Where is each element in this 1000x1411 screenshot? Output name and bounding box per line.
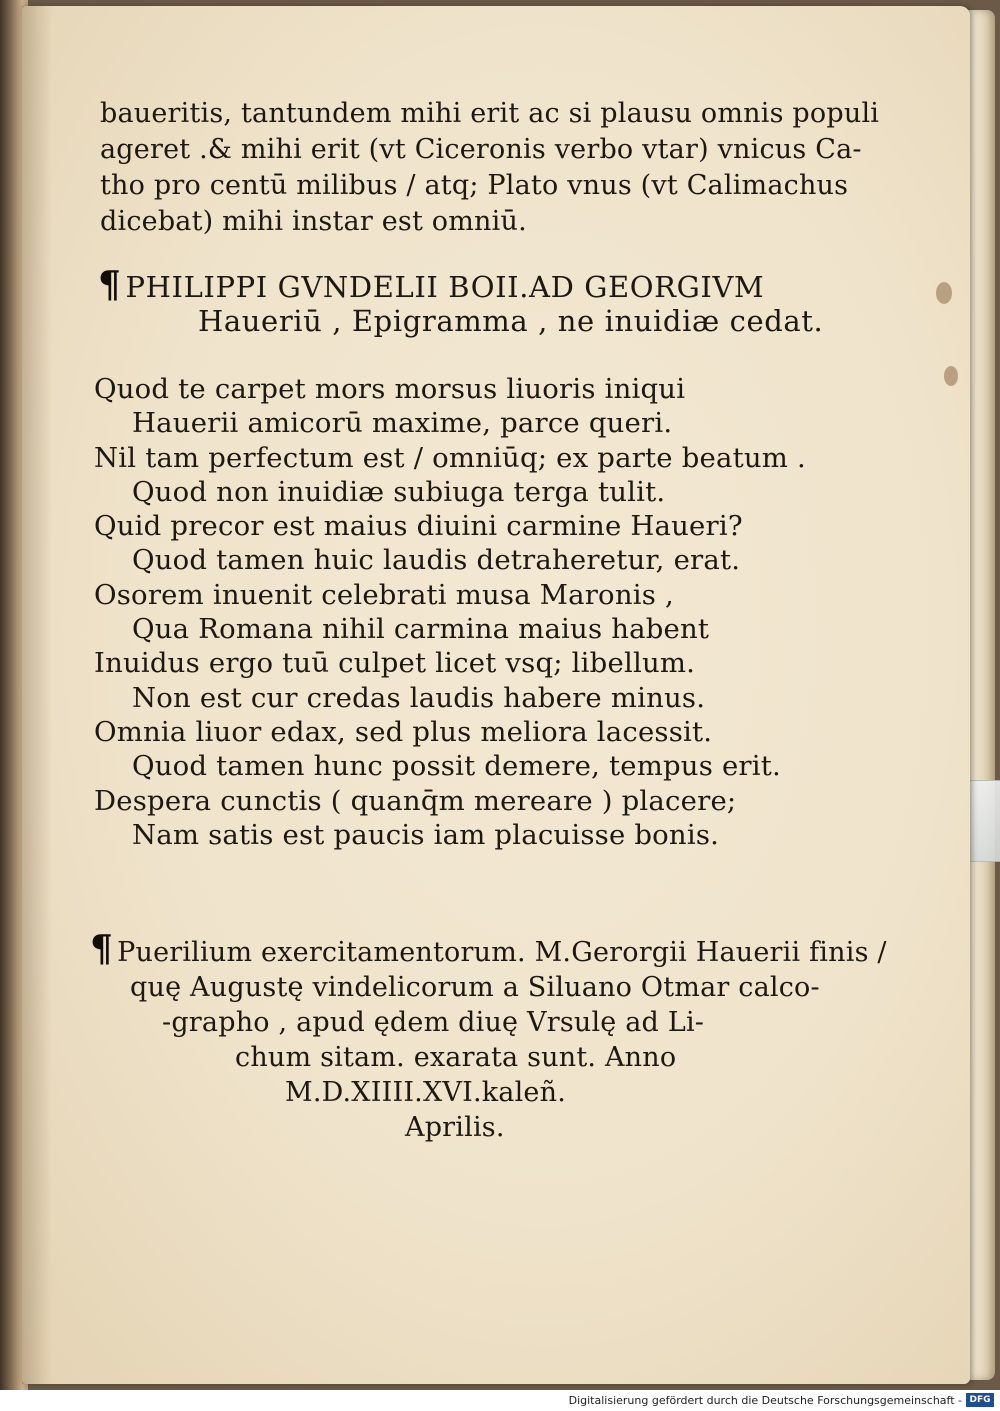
- foxing-spot: [936, 282, 952, 304]
- paragraph-mark-icon: ¶: [90, 928, 114, 970]
- verse-line: Omnia liuor edax, sed plus meliora lacessit.: [94, 715, 713, 748]
- verse-line: Despera cunctis ( quanq̄m mereare ) placere;: [94, 784, 737, 817]
- verse-line: Non est cur credas laudis habere minus.: [132, 681, 706, 714]
- verse-line: Inuidus ergo tuū culpet licet vsq; libellum.: [94, 647, 696, 680]
- colophon: [90, 928, 887, 1145]
- epigram-heading: [98, 264, 824, 338]
- prose-line: baueritis, tantundem mihi erit ac si plausu omnis populi: [100, 98, 880, 129]
- colophon-line: chum sitam. exarata sunt. Anno: [235, 1042, 677, 1073]
- verse-line: Nam satis est paucis iam placuisse bonis.: [132, 818, 720, 851]
- footer-bar: [0, 1390, 1000, 1411]
- colophon-line: -grapho , apud ędem diuę Vrsulę ad Li-: [162, 1007, 705, 1038]
- foxing-spot: [944, 366, 958, 386]
- colophon-line: Aprilis.: [405, 1112, 505, 1143]
- verse-line: Qua Romana nihil carmina maius habent: [132, 613, 710, 646]
- verse-line: Quid precor est maius diuini carmine Haueri?: [94, 510, 743, 543]
- epigram-verses: [94, 372, 806, 852]
- verse-line: Quod tamen huic laudis detraheretur, erat.: [132, 544, 741, 577]
- verse-line: Quod non inuidiæ subiuga terga tulit.: [132, 475, 666, 508]
- paragraph-mark-icon: ¶: [98, 264, 122, 306]
- verse-line: Hauerii amicorū maxime, parce queri.: [132, 407, 673, 440]
- prose-paragraph: [100, 96, 879, 240]
- prose-line: dicebat) mihi instar est omniū.: [100, 206, 527, 237]
- colophon-line: M.D.XIIII.XVI.kaleñ.: [285, 1077, 566, 1108]
- colophon-line: Puerilium exercitamentorum. M.Gerorgii Hauerii finis /: [117, 937, 887, 968]
- funding-credit: Digitalisierung gefördert durch die Deutsche Forschungsgemeinschaft -: [568, 1394, 962, 1407]
- dfg-logo: DFG: [966, 1393, 994, 1407]
- prose-line: ageret .& mihi erit (vt Ciceronis verbo vtar) vnicus Ca-: [100, 134, 862, 165]
- verse-line: Osorem inuenit celebrati musa Maronis ,: [94, 578, 674, 611]
- verse-line: Quod te carpet mors morsus liuoris iniqui: [94, 373, 686, 405]
- verse-line: Quod tamen hunc possit demere, tempus erit.: [132, 750, 781, 783]
- colophon-line: quę Augustę vindelicorum a Siluano Otmar calco-: [130, 972, 820, 1003]
- heading-line-2: Haueriū , Epigramma , ne inuidiæ cedat.: [198, 304, 824, 338]
- heading-line-1: PHILIPPI GVNDELII BOII.AD GEORGIVM: [125, 270, 765, 304]
- verse-line: Nil tam perfectum est / omniūq; ex parte beatum .: [94, 441, 806, 474]
- prose-line: tho pro centū milibus / atq; Plato vnus (vt Calimachus: [100, 170, 849, 201]
- gutter-shadow: [22, 6, 52, 1384]
